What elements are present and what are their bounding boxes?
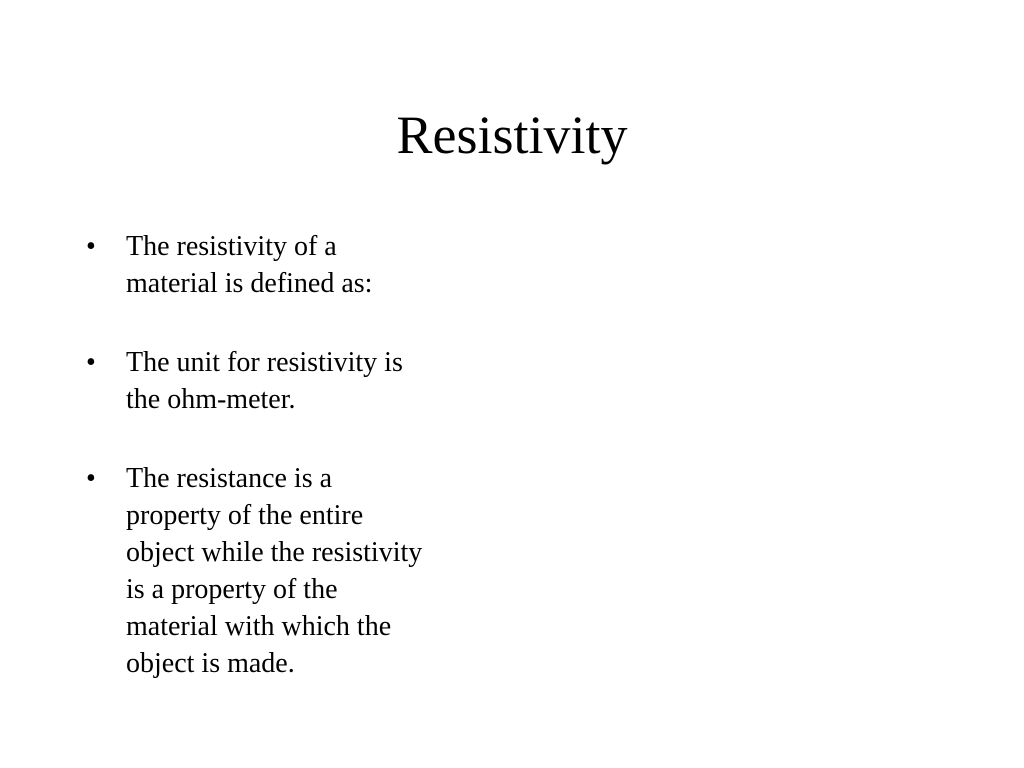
bullet-item-unit	[86, 344, 506, 418]
bullet-text: The resistance is a property of the entire object while the resistivity is a property of the material with which the object is made.	[126, 463, 423, 679]
bullet-text: The resistivity of a material is defined as:	[126, 231, 373, 299]
bullet-icon: •	[86, 231, 96, 262]
slide-title: Resistivity	[396, 105, 628, 165]
bullet-text: The unit for resistivity is the ohm-meter.	[126, 347, 403, 415]
bullet-item-property	[86, 460, 506, 682]
bullet-item-definition	[86, 228, 506, 302]
bullet-icon: •	[86, 347, 96, 378]
bullet-list	[86, 228, 506, 682]
bullet-icon: •	[86, 463, 96, 494]
